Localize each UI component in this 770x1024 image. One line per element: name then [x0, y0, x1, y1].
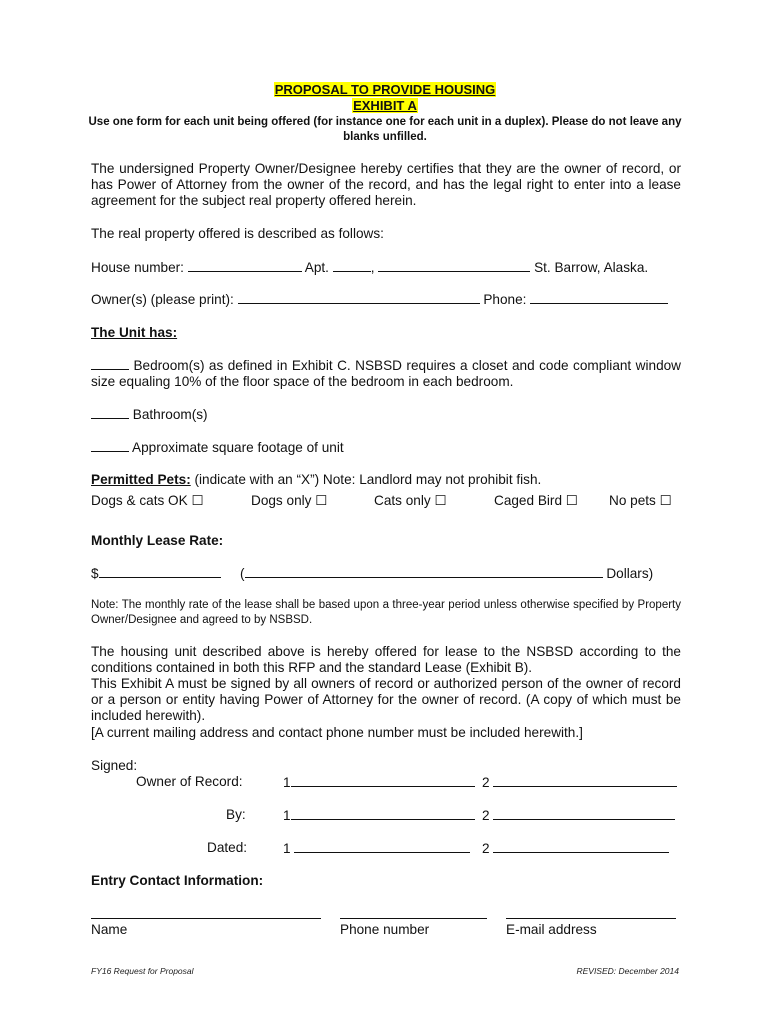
pet-option-caged-bird[interactable]: Caged Bird ☐	[494, 493, 578, 508]
lease-words-field[interactable]	[245, 565, 603, 578]
pet-option-cats-only[interactable]: Cats only ☐	[374, 493, 447, 508]
dated-2	[482, 840, 669, 857]
described-text: The real property offered is described as follows:	[91, 226, 384, 241]
owner-phone-field[interactable]	[530, 291, 668, 304]
form-subtitle: EXHIBIT A	[353, 98, 417, 113]
owner-of-record-label: Owner of Record:	[136, 774, 243, 789]
owner-label: Owner(s) (please print):	[91, 292, 234, 307]
contact-phone-label: Phone number	[340, 922, 430, 937]
by-label: By:	[226, 807, 246, 822]
footer-right: REVISED: December 2014	[576, 966, 679, 976]
city-text: St. Barrow, Alaska.	[534, 260, 649, 275]
owner-signature-2-number: 2	[482, 775, 490, 790]
by-signature-1-field[interactable]	[291, 807, 475, 820]
contact-email-label: E-mail address	[506, 922, 597, 937]
house-number-row: House number: Apt. , St. Barrow, Alaska.	[91, 260, 649, 275]
pets-row	[91, 472, 541, 488]
owner-signature-2-field[interactable]	[493, 774, 677, 787]
dated-1	[283, 840, 470, 857]
signed-label: Signed:	[91, 758, 138, 773]
unit-heading: The Unit has:	[91, 325, 178, 340]
footer-left: FY16 Request for Proposal	[91, 966, 194, 976]
sqft-text: Approximate square footage of unit	[132, 440, 344, 455]
pet-option-no-pets[interactable]: No pets ☐	[609, 493, 672, 508]
lease-words-row	[240, 565, 653, 582]
by-signature-2-number: 2	[482, 808, 490, 823]
offer-paragraph-3: [A current mailing address and contact phone number must be included herewith.]	[91, 725, 583, 740]
owner-signature-1-number: 1	[283, 775, 291, 790]
bathrooms-text: Bathroom(s)	[132, 407, 208, 422]
bedrooms-row	[91, 357, 681, 390]
dated-1-field[interactable]	[294, 840, 470, 853]
by-signature-2-field[interactable]	[493, 807, 675, 820]
house-number-label: House number:	[91, 260, 184, 275]
lease-note: Note: The monthly rate of the lease shall be based upon a three-year period unless otherwise specified by Property Owner/Designee and agreed to by NSBSD.	[91, 599, 681, 626]
owner-row	[91, 291, 668, 308]
apt-label: Apt.	[304, 260, 329, 275]
lease-heading: Monthly Lease Rate:	[91, 533, 224, 548]
owner-name-field[interactable]	[238, 291, 480, 304]
certification-paragraph: The undersigned Property Owner/Designee hereby certifies that they are the owner of record, or has Power of Attorney from the owner of the record, and has the legal right to enter into a lease agreement for the subject real property offered herein.	[91, 161, 681, 208]
contact-heading: Entry Contact Information:	[91, 873, 264, 888]
by-signature-2	[482, 807, 675, 824]
owner-signature-1-field[interactable]	[291, 774, 475, 787]
contact-name-label: Name	[91, 922, 128, 937]
sqft-row	[91, 439, 344, 456]
open-paren: (	[240, 566, 245, 581]
street-field[interactable]	[378, 259, 530, 272]
offer-paragraph-1: The housing unit described above is hereby offered for lease to the NSBSD according to the conditions contained in both this RFP and the standard Lease (Exhibit B).	[91, 644, 681, 675]
offer-paragraph-2: This Exhibit A must be signed by all owners of record or authorized person of the owner of record or a person or entity having Power of Attorney for the owner of record. (A copy of which must be included herewith).	[91, 676, 681, 723]
lease-amount-row	[91, 565, 221, 582]
contact-name-field[interactable]	[91, 906, 321, 919]
dollars-label: Dollars)	[606, 566, 654, 581]
form-title: PROPOSAL TO PROVIDE HOUSING	[274, 82, 496, 97]
dollar-sign: $	[91, 566, 99, 581]
pet-option-dogs-only[interactable]: Dogs only ☐	[251, 493, 328, 508]
owner-signature-2	[482, 774, 677, 791]
dated-2-number: 2	[482, 841, 490, 856]
pet-option-dogs-cats[interactable]: Dogs & cats OK ☐	[91, 493, 204, 508]
by-signature-1	[283, 807, 475, 824]
contact-email-field[interactable]	[506, 906, 676, 919]
pets-note: (indicate with an “X”) Note: Landlord may not prohibit fish.	[194, 472, 542, 487]
apt-field[interactable]	[333, 259, 371, 272]
bedrooms-text: Bedroom(s) as defined in Exhibit C. NSBSD requires a closet and code compliant window size equaling 10% of the floor space of the bedroom in each bedroom.	[91, 358, 682, 389]
bedrooms-field[interactable]	[91, 357, 129, 370]
pets-heading: Permitted Pets:	[91, 472, 191, 487]
lease-amount-field[interactable]	[99, 565, 221, 578]
by-signature-1-number: 1	[283, 808, 291, 823]
house-number-field[interactable]	[188, 259, 302, 272]
bathrooms-field[interactable]	[91, 406, 129, 419]
phone-label: Phone:	[483, 292, 527, 307]
bathrooms-row	[91, 406, 208, 423]
dated-1-number: 1	[283, 841, 291, 856]
instructions: Use one form for each unit being offered (for instance one for each unit in a duplex). Please do not leave any blanks unfilled.	[88, 116, 682, 143]
dated-2-field[interactable]	[493, 840, 669, 853]
owner-signature-1	[283, 774, 475, 791]
dated-label: Dated:	[207, 840, 248, 855]
sqft-field[interactable]	[91, 439, 129, 452]
contact-phone-field[interactable]	[340, 906, 487, 919]
